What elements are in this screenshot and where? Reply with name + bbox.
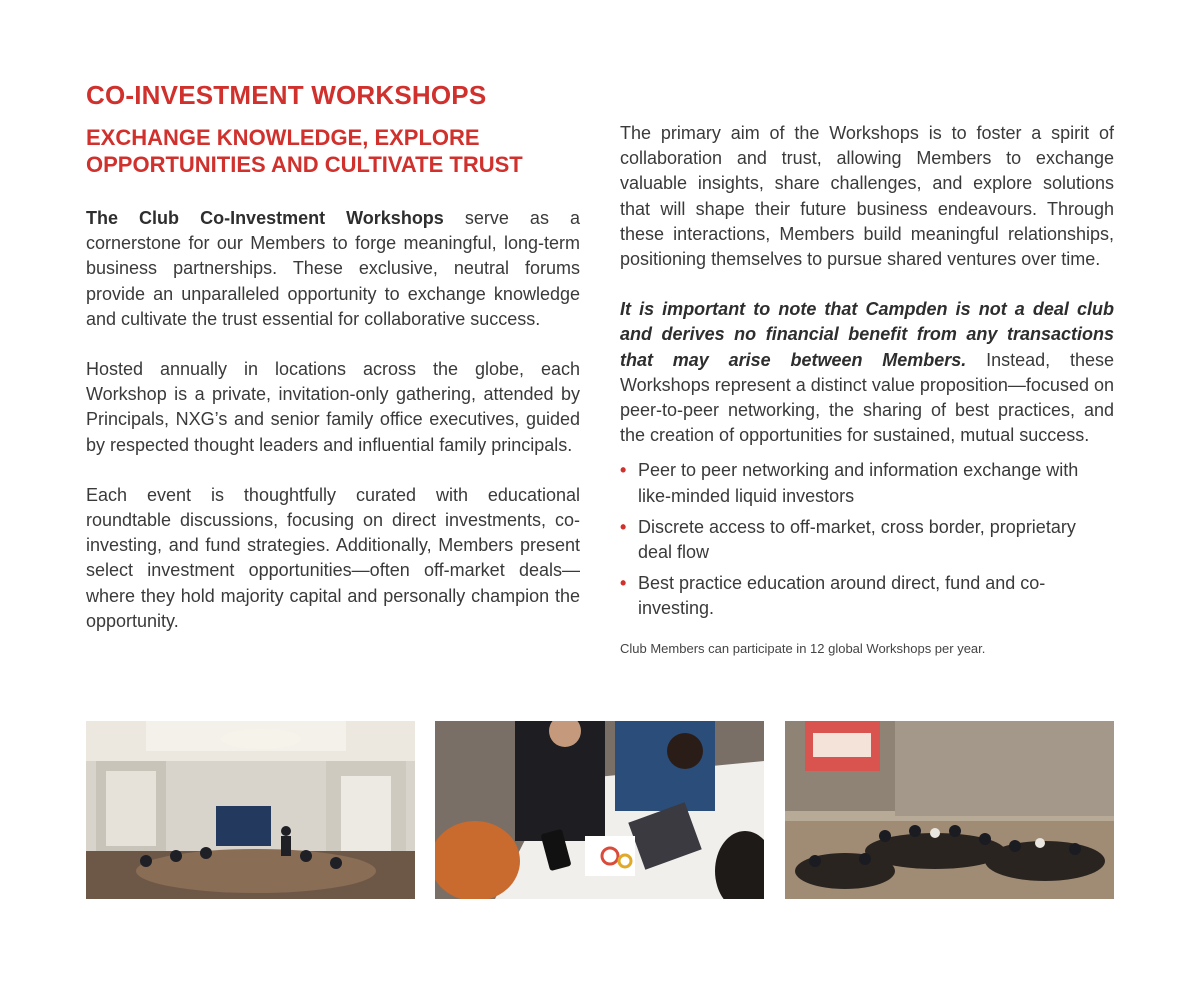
intro-paragraph	[86, 206, 580, 332]
intro-bold-lead: The Club Co-Investment Workshops	[86, 208, 444, 228]
curation-paragraph: Each event is thoughtfully curated with educational roundtable discussions, focusing on direct investments, co-investing, and fund strategies. Additionally, Members present select investment opportunities—often off-market deals—where they hold majority capital and personally champion the opportunity.	[86, 484, 580, 631]
page-subtitle: EXCHANGE KNOWLEDGE, EXPLORE OPPORTUNITIES AND CULTIVATE TRUST	[86, 125, 523, 177]
benefits-list	[620, 458, 1114, 621]
bullet-icon: •	[620, 573, 627, 594]
intro-text: serve as a cornerstone for our Members to forge meaningful, long-term business partnerships. These exclusive, neutral forums provide an unparalleled opportunity to exchange knowledge and cultivate the trust essential for collaborative success.	[86, 208, 580, 329]
disclaimer-emphasis: It is important to note that Campden is not a deal club and derives no financial benefit from any transactions that may arise between Members.	[620, 299, 1114, 370]
photo-ballroom-event	[785, 721, 1114, 899]
aim-paragraph: The primary aim of the Workshops is to foster a spirit of collaboration and trust, allowing Members to exchange valuable insights, share challenges, and explore solutions that will shape their future business endeavours. Through these interactions, Members build meaningful relationships, positioning themselves to pursue shared ventures over time.	[620, 123, 1114, 270]
page-title: CO-INVESTMENT WORKSHOPS	[86, 80, 487, 110]
list-item-text: Peer to peer networking and information exchange with like-minded liquid investors	[638, 460, 1079, 506]
right-column	[620, 121, 1114, 658]
list-item-text: Discrete access to off-market, cross border, proprietary deal flow	[638, 516, 1076, 563]
list-item	[620, 458, 1114, 508]
bullet-icon: •	[620, 516, 627, 537]
disclaimer-text: Instead, these Workshops represent a distinct value proposition—focused on peer-to-peer networking, the sharing of best practices, and the creation of opportunities for sustained, mutual success.	[620, 349, 1114, 446]
list-item-text: Best practice education around direct, fund and co-investing.	[638, 573, 1046, 619]
photo-table-discussion	[435, 721, 764, 899]
list-item	[620, 515, 1114, 565]
list-item	[620, 571, 1114, 621]
workshops-note: Club Members can participate in 12 global Workshops per year.	[620, 640, 986, 656]
bullet-icon: •	[620, 460, 627, 481]
disclaimer-paragraph	[620, 297, 1114, 448]
hosting-paragraph: Hosted annually in locations across the globe, each Workshop is a private, invitation-only gathering, attended by Principals, NXG’s and senior family office executives, guided by respected thought leaders and influential family principals.	[86, 359, 580, 455]
photo-conference-room	[86, 721, 415, 899]
left-column	[86, 206, 580, 644]
